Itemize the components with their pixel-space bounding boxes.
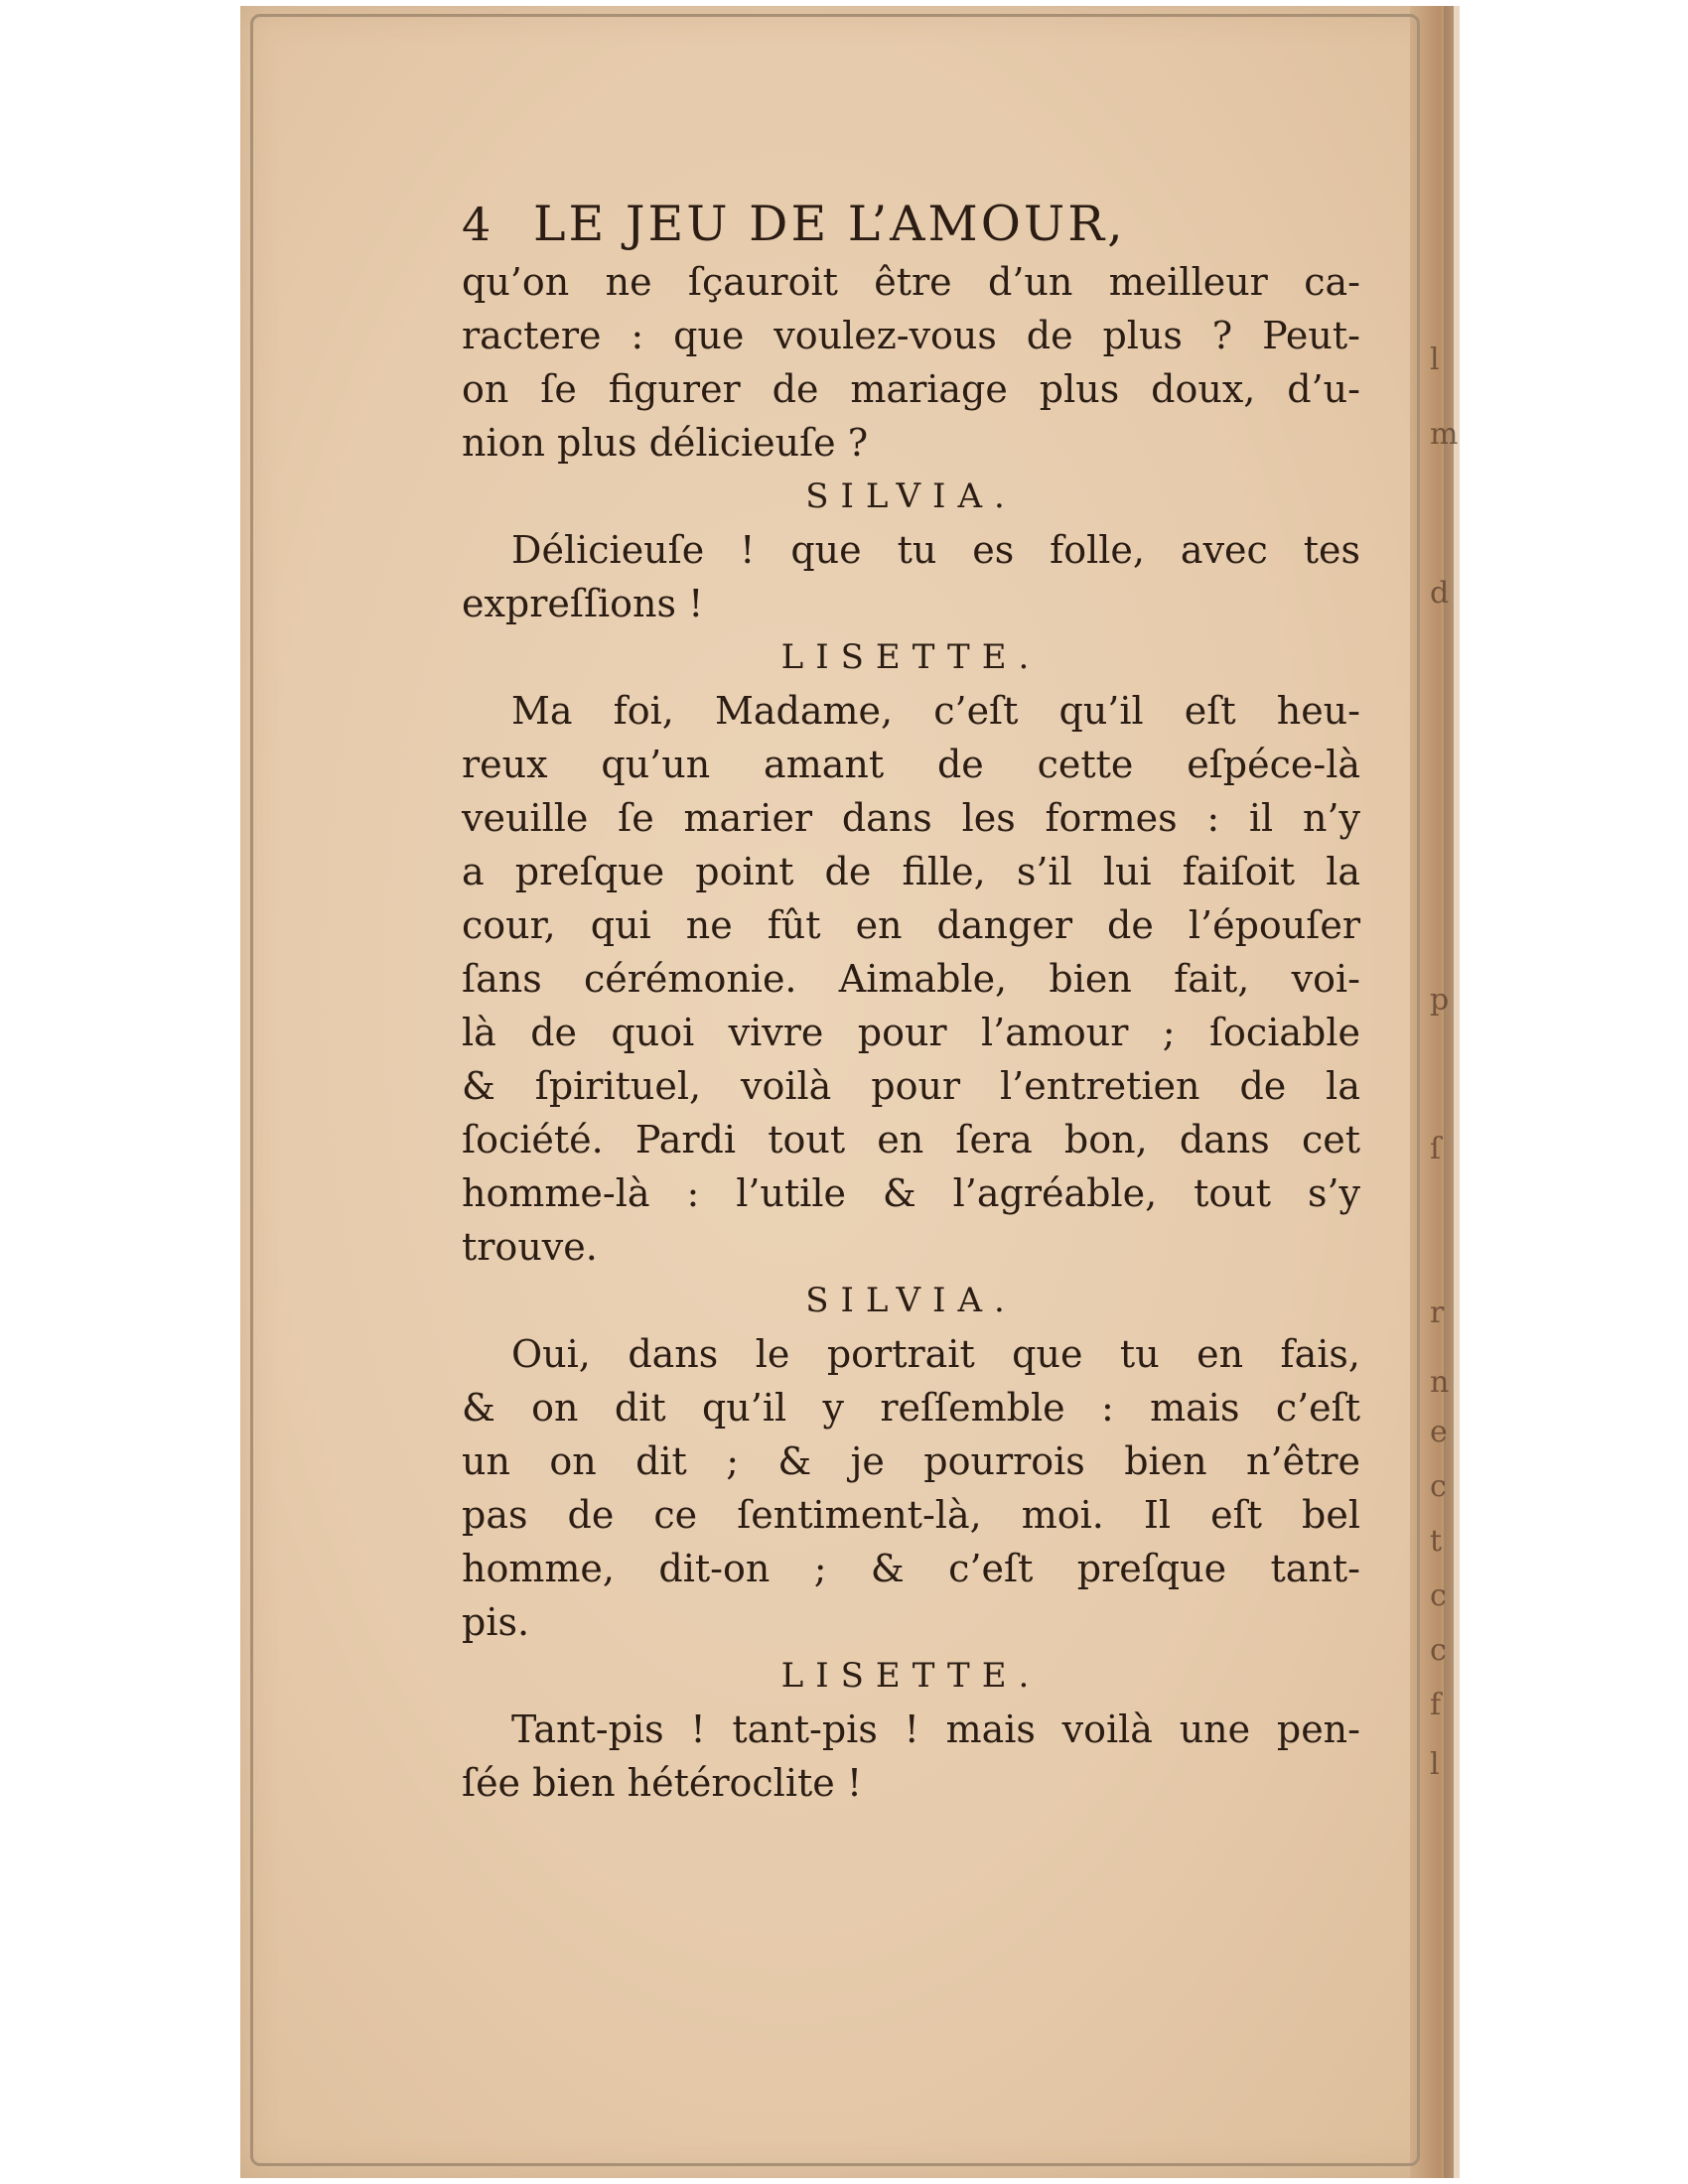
speech-block — [462, 684, 1360, 1274]
text-line: a preſque point de fille, s’il lui faiſoit la — [462, 850, 1360, 893]
bleed-letter: d — [1430, 576, 1450, 611]
bleed-letter: r — [1430, 1296, 1445, 1330]
running-head — [462, 194, 1360, 255]
bleed-letter: t — [1430, 1524, 1443, 1559]
bleed-letter: l — [1430, 1747, 1440, 1782]
running-title: LE JEU DE L’AMOUR, — [533, 196, 1126, 252]
text-line: homme, dit-on ; & c’eſt preſque tant- — [462, 1547, 1360, 1590]
text-line: ſociété. Pardi tout en ſera bon, dans cet — [462, 1118, 1360, 1161]
text-line: on ſe figurer de mariage plus doux, d’u- — [462, 367, 1360, 411]
text-line: qu’on ne ſçauroit être d’un meilleur ca- — [462, 260, 1360, 304]
bleed-letter: n — [1430, 1365, 1450, 1400]
text-line: & ſpirituel, voilà pour l’entretien de la — [462, 1064, 1360, 1108]
bleed-letter: l — [1430, 342, 1440, 377]
text-line: nion plus délicieuſe ? — [462, 421, 869, 465]
text-line: un on dit ; & je pourrois bien n’être — [462, 1439, 1360, 1483]
speech-block — [462, 1703, 1360, 1810]
text-line: ſée bien hétéroclite ! — [462, 1761, 863, 1805]
page-text — [462, 194, 1360, 1810]
bleed-letter: m — [1430, 417, 1459, 452]
text-line: ſans cérémonie. Aimable, bien fait, voi- — [462, 957, 1360, 1001]
text-line: ractere : que voulez-vous de plus ? Peut- — [462, 314, 1360, 357]
text-line: Ma foi, Madame, c’eſt qu’il eſt heu- — [511, 689, 1360, 733]
speech-block — [462, 523, 1360, 630]
text-line: Tant-pis ! tant-pis ! mais voilà une pen- — [511, 1707, 1360, 1751]
speaker-name: LISETTE. — [780, 637, 1042, 677]
text-line: trouve. — [462, 1225, 598, 1269]
bleed-letter: c — [1430, 1469, 1447, 1504]
text-line: homme-là : l’utile & l’agréable, tout s’y — [462, 1171, 1360, 1215]
facing-page-edge — [1454, 6, 1460, 2178]
bleed-letter: p — [1430, 983, 1450, 1018]
spine-shadow — [1444, 6, 1454, 2178]
speech-block — [462, 1327, 1360, 1649]
speaker-name: SILVIA. — [805, 477, 1017, 516]
text-line: reux qu’un amant de cette eſpéce-là — [462, 743, 1360, 786]
bleed-letter: f — [1430, 1688, 1442, 1722]
text-line: expreſſions ! — [462, 582, 704, 625]
speech-block — [462, 255, 1360, 470]
text-line: là de quoi vivre pour l’amour ; ſociable — [462, 1011, 1360, 1054]
text-line: pas de ce ſentiment-là, moi. Il eſt bel — [462, 1493, 1360, 1537]
bleed-letter: c — [1430, 1578, 1447, 1613]
bleed-letter: c — [1430, 1633, 1447, 1668]
speaker-name: SILVIA. — [805, 1281, 1017, 1320]
text-line: Oui, dans le portrait que tu en fais, — [511, 1332, 1360, 1376]
text-line: cour, qui ne fût en danger de l’épouſer — [462, 903, 1360, 947]
bleed-letter: ſ — [1430, 1132, 1442, 1166]
text-line: & on dit qu’il y reſſemble : mais c’eſt — [462, 1386, 1360, 1430]
text-line: pis. — [462, 1600, 530, 1644]
page-number: 4 — [462, 198, 494, 251]
bleed-letter: e — [1430, 1415, 1448, 1449]
speaker-name: LISETTE. — [780, 1656, 1042, 1696]
text-line: veuille ſe marier dans les formes : il n’y — [462, 796, 1360, 840]
text-line: Délicieuſe ! que tu es folle, avec tes — [511, 528, 1360, 572]
